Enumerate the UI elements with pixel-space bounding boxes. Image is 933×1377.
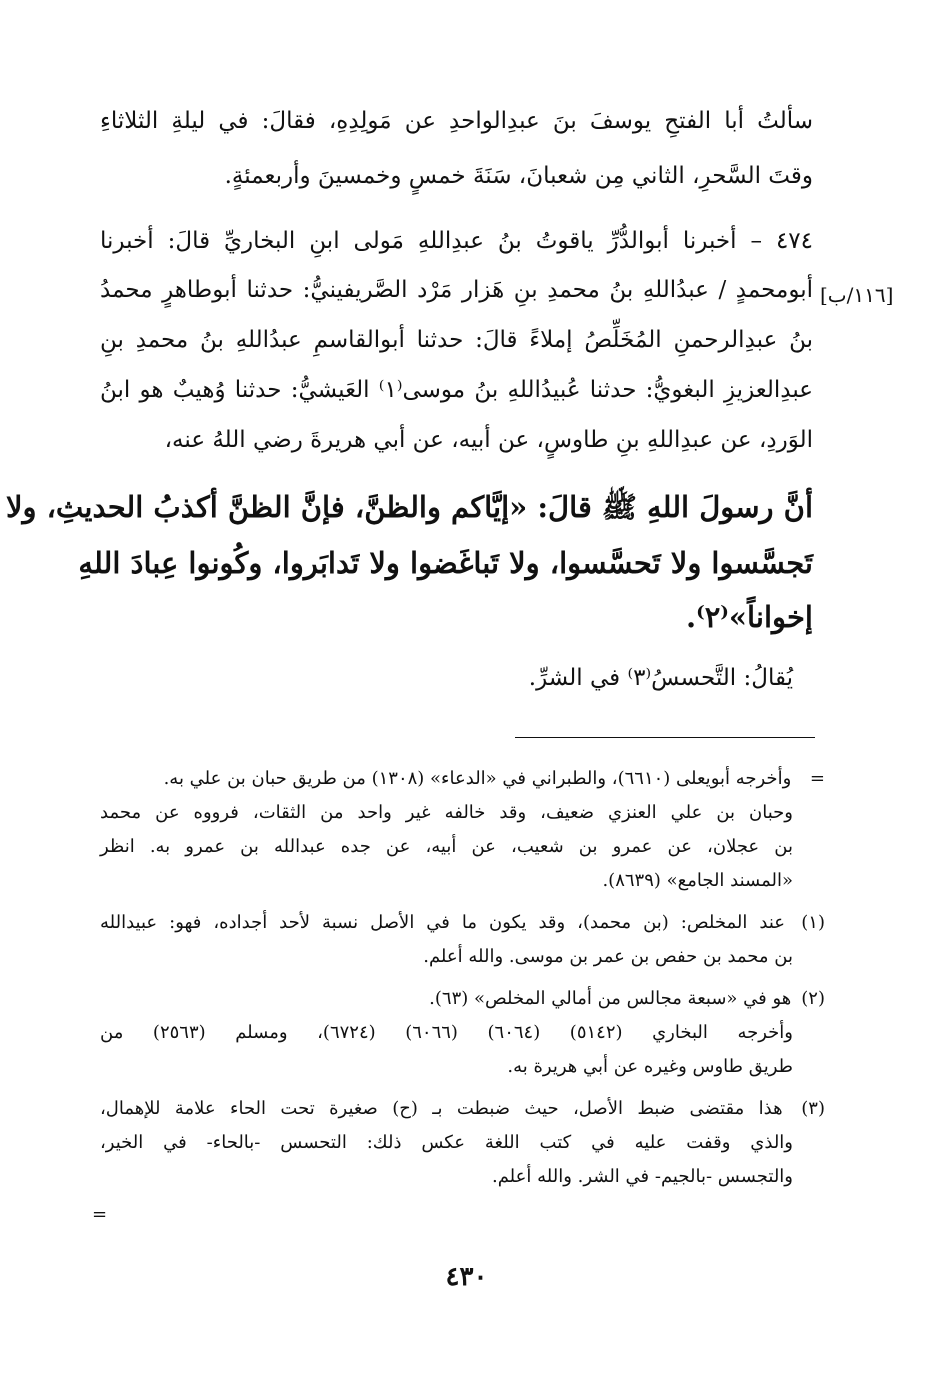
footnote-line: طريق طاوس وغيره عن أبي هريرة به. xyxy=(507,1056,793,1077)
continuation-mark: = xyxy=(92,1204,108,1225)
hadith-line: إخواناً»⁽٢⁾. xyxy=(685,600,813,634)
footnote-line: «المسند الجامع» (٨٦٣٩). xyxy=(602,870,793,891)
footnote-line: وأخرجه البخاري (٥١٤٢) (٦٠٦٤) (٦٠٦٦) (٦٧٢٤)، ومسلم (٢٥٦٣) من xyxy=(100,1022,793,1043)
footnote-line: والتجسس -بالجيم- في الشر. والله أعلم. xyxy=(491,1166,793,1187)
page-number: ٤٣٠ xyxy=(445,1262,488,1292)
hadith-line: أنَّ رسولَ اللهِ ﷺ قالَ: «إيَّاكم والظنَّ، فإنَّ الظنَّ أكذبُ الحديثِ، ولا xyxy=(5,490,813,524)
body-line: الوَردِ، عن عبدِاللهِ بنِ طاوسٍ، عن أبيه، عن أبي هريرةَ رضي اللهُ عنه، xyxy=(164,427,813,453)
footnote-number: (٢) xyxy=(801,988,825,1009)
manuscript-folio-marker: [١١٦/ب] xyxy=(820,283,894,307)
footnote-line: وحبان بن علي العنزي ضعيف، وقد خالفه غير واحد من الثقات، فرووه عن محمد xyxy=(100,802,793,823)
body-line: بنُ عبدِالرحمنِ المُخَلِّصُ إملاءً قالَ: حدثنا أبوالقاسمِ عبدُاللهِ بنُ محمدِ بنِ xyxy=(100,327,813,353)
hadith-note: يُقالُ: التَّحسسُ⁽٣⁾ في الشرِّ. xyxy=(528,665,793,691)
footnote-line: بن عجلان، عن عمرو بن شعيب، عن أبيه، عن جده عبدالله بن عمرو به. انظر xyxy=(100,836,793,857)
footnote-divider xyxy=(515,737,815,738)
footnote-line: (٣) هذا مقتضى ضبط الأصل، حيث ضبطت بـ (ح) صغيرة تحت الحاء علامة للإهمال، xyxy=(100,1098,825,1119)
body-line: ٤٧٤ – أخبرنا أبوالدُّرِّ ياقوتُ بنُ عبدِاللهِ مَولى ابنِ البخاريِّ قالَ: أخبرنا xyxy=(100,228,813,254)
footnote-number: (١) xyxy=(801,912,825,933)
hadith-line: تَجسَّسوا ولا تَحسَّسوا، ولا تَباغَضوا ولا تَدابَروا، وكُونوا عِبادَ اللهِ xyxy=(78,546,813,580)
footnote-line: (١) عند المخلص: (بن محمد)، وقد يكون ما في الأصل نسبة لأحد أجداده، فهو: عبيدالله xyxy=(100,912,825,933)
body-line: عبدِالعزيزِ البغويُّ: حدثنا عُبيدُاللهِ بنُ موسى⁽١⁾ العَيشيُّ: حدثنا وُهيبٌ هو ابنُ xyxy=(100,377,813,403)
footnote-line: والذي وقفت عليه في كتب اللغة عكس ذلك: التحسس -بالحاء- في الخير، xyxy=(100,1132,793,1153)
footnote-number: = xyxy=(809,768,825,789)
body-line: أبومحمدٍ / عبدُاللهِ بنُ محمدِ بنِ هَزار مَرْد الصَّريفينيُّ: حدثنا أبوطاهرٍ محمدُ xyxy=(100,277,813,303)
footnote-line: بن محمد بن حفص بن عمر بن موسى. والله أعلم. xyxy=(423,946,793,967)
body-line: سألتُ أبا الفتحِ يوسفَ بنَ عبدِالواحدِ عن مَولِدِهِ، فقالَ: في ليلةِ الثلاثاءِ xyxy=(100,108,813,134)
footnote-line: (٢) هو في «سبعة مجالس من أمالي المخلص» (٦٣). xyxy=(429,988,825,1009)
body-line: وقتَ السَّحرِ، الثاني مِن شعبانَ، سَنَةَ خمسٍ وخمسينَ وأربعمئةٍ. xyxy=(224,163,813,189)
footnote-number: (٣) xyxy=(801,1098,825,1119)
footnote-line: = وأخرجه أبويعلى (٦٦١٠)، والطبراني في «الدعاء» (١٣٠٨) من طريق حبان بن علي به. xyxy=(163,768,825,789)
